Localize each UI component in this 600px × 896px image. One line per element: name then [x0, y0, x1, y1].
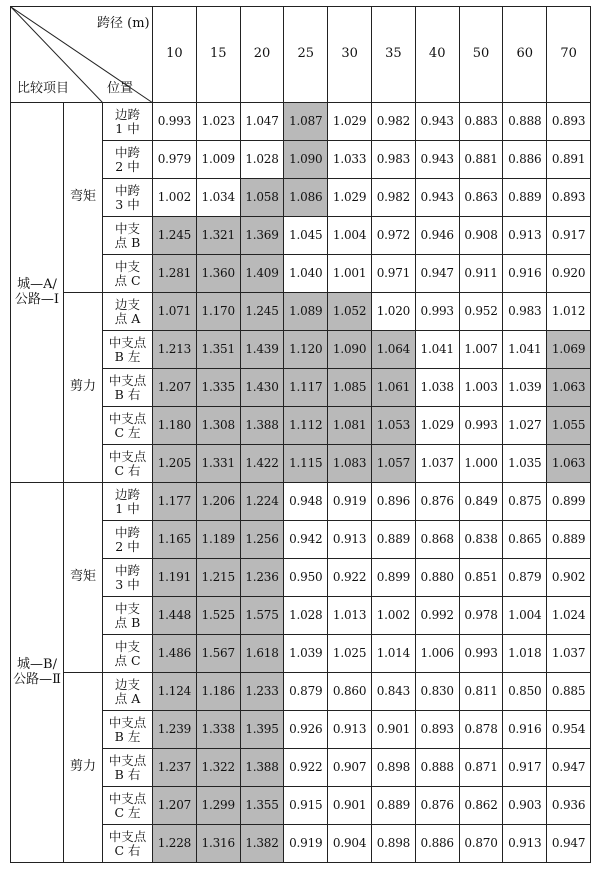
position-label-bottom: 2 中: [115, 538, 140, 554]
value-cell: 1.002: [153, 179, 197, 217]
value-cell: 1.028: [284, 597, 328, 635]
position-label-bottom: B 右: [114, 386, 141, 402]
value-cell: 0.870: [459, 825, 503, 863]
value-cell: 1.014: [372, 635, 416, 673]
position-cell: [103, 407, 153, 445]
highlighted-value-cell: 1.388: [240, 749, 284, 787]
position-cell: [103, 559, 153, 597]
highlighted-value-cell: 1.085: [328, 369, 372, 407]
position-label-top: 中支点: [108, 334, 147, 350]
highlighted-value-cell: 1.087: [284, 103, 328, 141]
highlighted-value-cell: 1.120: [284, 331, 328, 369]
value-cell: 0.983: [372, 141, 416, 179]
value-cell: 0.946: [415, 217, 459, 255]
value-cell: 0.907: [328, 749, 372, 787]
value-cell: 0.913: [328, 521, 372, 559]
position-label-bottom: B 左: [114, 728, 141, 744]
position-label-bottom: 3 中: [115, 576, 140, 592]
position-cell: [103, 483, 153, 521]
value-cell: 0.993: [153, 103, 197, 141]
value-cell: 1.038: [415, 369, 459, 407]
value-cell: 1.002: [372, 597, 416, 635]
value-cell: 0.983: [503, 293, 547, 331]
position-cell: [103, 825, 153, 863]
value-cell: 1.025: [328, 635, 372, 673]
highlighted-value-cell: 1.055: [547, 407, 591, 445]
value-cell: 1.018: [503, 635, 547, 673]
value-cell: 1.041: [503, 331, 547, 369]
value-cell: 0.883: [459, 103, 503, 141]
corner-header-cell: [11, 7, 153, 103]
value-cell: 0.916: [503, 255, 547, 293]
highlighted-value-cell: 1.575: [240, 597, 284, 635]
value-cell: 0.950: [284, 559, 328, 597]
value-cell: 0.904: [328, 825, 372, 863]
highlighted-value-cell: 1.205: [153, 445, 197, 483]
value-cell: 1.039: [503, 369, 547, 407]
value-cell: 1.029: [328, 179, 372, 217]
highlighted-value-cell: 1.189: [196, 521, 240, 559]
value-cell: 0.993: [415, 293, 459, 331]
span-header: 35: [372, 7, 416, 103]
position-label-bottom: B 左: [114, 348, 141, 364]
value-cell: 0.947: [547, 825, 591, 863]
value-cell: 0.888: [503, 103, 547, 141]
position-label-bottom: 点 C: [114, 272, 141, 288]
position-label-top: 中支点: [108, 714, 147, 730]
position-label-bottom: C 右: [114, 462, 141, 478]
highlighted-value-cell: 1.331: [196, 445, 240, 483]
position-cell: [103, 711, 153, 749]
position-label-bottom: 点 B: [114, 234, 141, 250]
highlighted-value-cell: 1.525: [196, 597, 240, 635]
span-header: 30: [328, 7, 372, 103]
value-cell: 0.830: [415, 673, 459, 711]
value-cell: 0.899: [372, 559, 416, 597]
value-cell: 0.843: [372, 673, 416, 711]
compare-item-label: 比较项目: [17, 81, 70, 96]
value-cell: 1.006: [415, 635, 459, 673]
highlighted-value-cell: 1.191: [153, 559, 197, 597]
value-cell: 1.004: [328, 217, 372, 255]
position-cell: [103, 255, 153, 293]
value-cell: 1.009: [196, 141, 240, 179]
position-label-top: 中支: [115, 220, 141, 236]
position-label-bottom: 2 中: [115, 158, 140, 174]
position-label-top: 中支: [115, 258, 141, 274]
value-cell: 1.028: [240, 141, 284, 179]
position-label-top: 中支: [115, 600, 141, 616]
value-cell: 0.952: [459, 293, 503, 331]
highlighted-value-cell: 1.063: [547, 445, 591, 483]
value-cell: 0.982: [372, 103, 416, 141]
highlighted-value-cell: 1.322: [196, 749, 240, 787]
span-header: 50: [459, 7, 503, 103]
value-cell: 0.902: [547, 559, 591, 597]
value-cell: 0.875: [503, 483, 547, 521]
load-class-cell: [11, 103, 64, 483]
value-cell: 0.954: [547, 711, 591, 749]
position-label-top: 边跨: [115, 106, 141, 122]
value-cell: 0.943: [415, 141, 459, 179]
highlighted-value-cell: 1.063: [547, 369, 591, 407]
position-label-bottom: 点 B: [114, 614, 141, 630]
value-cell: 0.978: [459, 597, 503, 635]
value-cell: 0.936: [547, 787, 591, 825]
span-header: 70: [547, 7, 591, 103]
highlighted-value-cell: 1.215: [196, 559, 240, 597]
highlighted-value-cell: 1.090: [328, 331, 372, 369]
highlighted-value-cell: 1.170: [196, 293, 240, 331]
span-header: 40: [415, 7, 459, 103]
load-class-label-top: 城—B/: [17, 657, 57, 673]
position-label-bottom: C 左: [114, 804, 141, 820]
position-cell: [103, 369, 153, 407]
span-header: 60: [503, 7, 547, 103]
position-label-top: 边支: [115, 676, 141, 692]
value-cell: 1.029: [328, 103, 372, 141]
value-cell: 0.811: [459, 673, 503, 711]
value-cell: 0.893: [415, 711, 459, 749]
highlighted-value-cell: 1.369: [240, 217, 284, 255]
value-cell: 0.911: [459, 255, 503, 293]
position-label-top: 中支点: [108, 372, 147, 388]
highlighted-value-cell: 1.207: [153, 787, 197, 825]
value-cell: 0.889: [372, 521, 416, 559]
value-cell: 0.896: [372, 483, 416, 521]
value-cell: 1.040: [284, 255, 328, 293]
value-cell: 0.926: [284, 711, 328, 749]
position-label-top: 中跨: [115, 524, 141, 540]
highlighted-value-cell: 1.124: [153, 673, 197, 711]
highlighted-value-cell: 1.256: [240, 521, 284, 559]
highlighted-value-cell: 1.112: [284, 407, 328, 445]
position-label-top: 中支点: [108, 828, 147, 844]
value-cell: 0.943: [415, 103, 459, 141]
position-cell: [103, 749, 153, 787]
value-cell: 0.913: [503, 825, 547, 863]
highlighted-value-cell: 1.308: [196, 407, 240, 445]
highlighted-value-cell: 1.115: [284, 445, 328, 483]
value-cell: 0.886: [415, 825, 459, 863]
value-cell: 0.899: [547, 483, 591, 521]
highlighted-value-cell: 1.281: [153, 255, 197, 293]
position-cell: [103, 635, 153, 673]
position-cell: [103, 331, 153, 369]
value-cell: 1.004: [503, 597, 547, 635]
value-cell: 0.919: [328, 483, 372, 521]
value-cell: 0.889: [503, 179, 547, 217]
value-cell: 1.039: [284, 635, 328, 673]
value-cell: 0.948: [284, 483, 328, 521]
highlighted-value-cell: 1.237: [153, 749, 197, 787]
position-label-top: 中跨: [115, 144, 141, 160]
span-header: 10: [153, 7, 197, 103]
span-header: 20: [240, 7, 284, 103]
value-cell: 0.972: [372, 217, 416, 255]
value-cell: 0.889: [372, 787, 416, 825]
position-label-bottom: C 右: [114, 842, 141, 858]
value-cell: 1.001: [328, 255, 372, 293]
highlighted-value-cell: 1.321: [196, 217, 240, 255]
value-cell: 0.916: [503, 711, 547, 749]
position-label-top: 中跨: [115, 182, 141, 198]
value-cell: 0.915: [284, 787, 328, 825]
highlighted-value-cell: 1.335: [196, 369, 240, 407]
value-cell: 0.893: [547, 179, 591, 217]
highlighted-value-cell: 1.409: [240, 255, 284, 293]
value-cell: 1.023: [196, 103, 240, 141]
highlighted-value-cell: 1.207: [153, 369, 197, 407]
position-label-bottom: 点 A: [114, 690, 141, 706]
value-cell: 0.920: [547, 255, 591, 293]
load-class-cell: [11, 483, 64, 863]
highlighted-value-cell: 1.351: [196, 331, 240, 369]
highlighted-value-cell: 1.395: [240, 711, 284, 749]
highlighted-value-cell: 1.448: [153, 597, 197, 635]
value-cell: 0.922: [284, 749, 328, 787]
value-cell: 0.849: [459, 483, 503, 521]
position-label: 位置: [107, 81, 134, 96]
value-cell: 0.862: [459, 787, 503, 825]
value-cell: 1.029: [415, 407, 459, 445]
effect-type-cell: 剪力: [64, 673, 103, 863]
effect-type-cell: 剪力: [64, 293, 103, 483]
position-label-bottom: C 左: [114, 424, 141, 440]
value-cell: 0.917: [503, 749, 547, 787]
value-cell: 0.992: [415, 597, 459, 635]
value-cell: 0.908: [459, 217, 503, 255]
value-cell: 0.893: [547, 103, 591, 141]
highlighted-value-cell: 1.165: [153, 521, 197, 559]
highlighted-value-cell: 1.618: [240, 635, 284, 673]
highlighted-value-cell: 1.083: [328, 445, 372, 483]
value-cell: 0.885: [547, 673, 591, 711]
value-cell: 0.850: [503, 673, 547, 711]
position-label-top: 中跨: [115, 562, 141, 578]
value-cell: 1.047: [240, 103, 284, 141]
position-label-bottom: 点 C: [114, 652, 141, 668]
value-cell: 0.943: [415, 179, 459, 217]
highlighted-value-cell: 1.053: [372, 407, 416, 445]
value-cell: 0.993: [459, 407, 503, 445]
position-cell: [103, 103, 153, 141]
table-row: [11, 293, 591, 331]
value-cell: 1.007: [459, 331, 503, 369]
value-cell: 0.879: [284, 673, 328, 711]
value-cell: 0.863: [459, 179, 503, 217]
value-cell: 0.871: [459, 749, 503, 787]
value-cell: 0.913: [503, 217, 547, 255]
highlighted-value-cell: 1.090: [284, 141, 328, 179]
value-cell: 0.876: [415, 787, 459, 825]
highlighted-value-cell: 1.117: [284, 369, 328, 407]
highlighted-value-cell: 1.382: [240, 825, 284, 863]
highlighted-value-cell: 1.299: [196, 787, 240, 825]
value-cell: 0.879: [503, 559, 547, 597]
value-cell: 1.024: [547, 597, 591, 635]
header-row: [11, 7, 591, 103]
position-label-top: 中支点: [108, 410, 147, 426]
highlighted-value-cell: 1.239: [153, 711, 197, 749]
position-label-top: 中支点: [108, 448, 147, 464]
span-axis-label: 跨径 (m): [97, 16, 150, 31]
highlighted-value-cell: 1.071: [153, 293, 197, 331]
value-cell: 1.013: [328, 597, 372, 635]
effect-type-cell: 弯矩: [64, 483, 103, 673]
highlighted-value-cell: 1.052: [328, 293, 372, 331]
value-cell: 1.020: [372, 293, 416, 331]
value-cell: 0.876: [415, 483, 459, 521]
position-cell: [103, 217, 153, 255]
position-cell: [103, 293, 153, 331]
position-cell: [103, 521, 153, 559]
position-label-top: 边跨: [115, 486, 141, 502]
value-cell: 0.880: [415, 559, 459, 597]
value-cell: 0.942: [284, 521, 328, 559]
highlighted-value-cell: 1.567: [196, 635, 240, 673]
highlighted-value-cell: 1.081: [328, 407, 372, 445]
highlighted-value-cell: 1.486: [153, 635, 197, 673]
value-cell: 0.881: [459, 141, 503, 179]
value-cell: 0.947: [415, 255, 459, 293]
value-cell: 1.041: [415, 331, 459, 369]
highlighted-value-cell: 1.245: [153, 217, 197, 255]
value-cell: 0.903: [503, 787, 547, 825]
highlighted-value-cell: 1.439: [240, 331, 284, 369]
highlighted-value-cell: 1.430: [240, 369, 284, 407]
value-cell: 1.003: [459, 369, 503, 407]
highlighted-value-cell: 1.224: [240, 483, 284, 521]
highlighted-value-cell: 1.213: [153, 331, 197, 369]
highlighted-value-cell: 1.360: [196, 255, 240, 293]
value-cell: 0.979: [153, 141, 197, 179]
value-cell: 0.913: [328, 711, 372, 749]
comparison-table: [10, 6, 591, 863]
position-cell: [103, 445, 153, 483]
position-label-bottom: 1 中: [115, 120, 140, 136]
value-cell: 1.000: [459, 445, 503, 483]
position-label-top: 边支: [115, 296, 141, 312]
value-cell: 1.012: [547, 293, 591, 331]
table-row: [11, 673, 591, 711]
value-cell: 0.922: [328, 559, 372, 597]
highlighted-value-cell: 1.228: [153, 825, 197, 863]
position-label-bottom: 3 中: [115, 196, 140, 212]
highlighted-value-cell: 1.422: [240, 445, 284, 483]
highlighted-value-cell: 1.089: [284, 293, 328, 331]
highlighted-value-cell: 1.180: [153, 407, 197, 445]
table-row: [11, 103, 591, 141]
value-cell: 0.891: [547, 141, 591, 179]
position-cell: [103, 597, 153, 635]
span-header: 15: [196, 7, 240, 103]
position-label-top: 中支点: [108, 790, 147, 806]
highlighted-value-cell: 1.233: [240, 673, 284, 711]
value-cell: 1.037: [547, 635, 591, 673]
value-cell: 0.898: [372, 825, 416, 863]
table-body: [11, 103, 591, 863]
position-label-bottom: 1 中: [115, 500, 140, 516]
position-label-top: 中支: [115, 638, 141, 654]
value-cell: 0.838: [459, 521, 503, 559]
highlighted-value-cell: 1.177: [153, 483, 197, 521]
highlighted-value-cell: 1.388: [240, 407, 284, 445]
value-cell: 0.865: [503, 521, 547, 559]
value-cell: 0.901: [328, 787, 372, 825]
position-cell: [103, 673, 153, 711]
position-label-bottom: 点 A: [114, 310, 141, 326]
load-class-label-bottom: 公路—Ⅰ: [14, 291, 60, 307]
highlighted-value-cell: 1.236: [240, 559, 284, 597]
value-cell: 0.971: [372, 255, 416, 293]
value-cell: 0.878: [459, 711, 503, 749]
value-cell: 0.886: [503, 141, 547, 179]
highlighted-value-cell: 1.316: [196, 825, 240, 863]
value-cell: 1.035: [503, 445, 547, 483]
highlighted-value-cell: 1.061: [372, 369, 416, 407]
position-cell: [103, 787, 153, 825]
value-cell: 1.027: [503, 407, 547, 445]
value-cell: 0.917: [547, 217, 591, 255]
highlighted-value-cell: 1.086: [284, 179, 328, 217]
highlighted-value-cell: 1.245: [240, 293, 284, 331]
effect-type-cell: 弯矩: [64, 103, 103, 293]
highlighted-value-cell: 1.064: [372, 331, 416, 369]
position-label-bottom: B 右: [114, 766, 141, 782]
load-class-label-bottom: 公路—Ⅱ: [13, 671, 61, 687]
value-cell: 0.993: [459, 635, 503, 673]
position-label-top: 中支点: [108, 752, 147, 768]
value-cell: 0.898: [372, 749, 416, 787]
value-cell: 0.901: [372, 711, 416, 749]
value-cell: 0.868: [415, 521, 459, 559]
highlighted-value-cell: 1.206: [196, 483, 240, 521]
value-cell: 1.045: [284, 217, 328, 255]
value-cell: 1.037: [415, 445, 459, 483]
position-cell: [103, 179, 153, 217]
highlighted-value-cell: 1.058: [240, 179, 284, 217]
load-class-label-top: 城—A/: [17, 277, 57, 293]
value-cell: 0.888: [415, 749, 459, 787]
position-cell: [103, 141, 153, 179]
highlighted-value-cell: 1.057: [372, 445, 416, 483]
value-cell: 0.982: [372, 179, 416, 217]
value-cell: 0.860: [328, 673, 372, 711]
value-cell: 0.851: [459, 559, 503, 597]
value-cell: 0.919: [284, 825, 328, 863]
value-cell: 1.033: [328, 141, 372, 179]
highlighted-value-cell: 1.355: [240, 787, 284, 825]
value-cell: 0.889: [547, 521, 591, 559]
highlighted-value-cell: 1.338: [196, 711, 240, 749]
table-row: [11, 483, 591, 521]
value-cell: 0.947: [547, 749, 591, 787]
value-cell: 1.034: [196, 179, 240, 217]
highlighted-value-cell: 1.186: [196, 673, 240, 711]
highlighted-value-cell: 1.069: [547, 331, 591, 369]
span-header: 25: [284, 7, 328, 103]
